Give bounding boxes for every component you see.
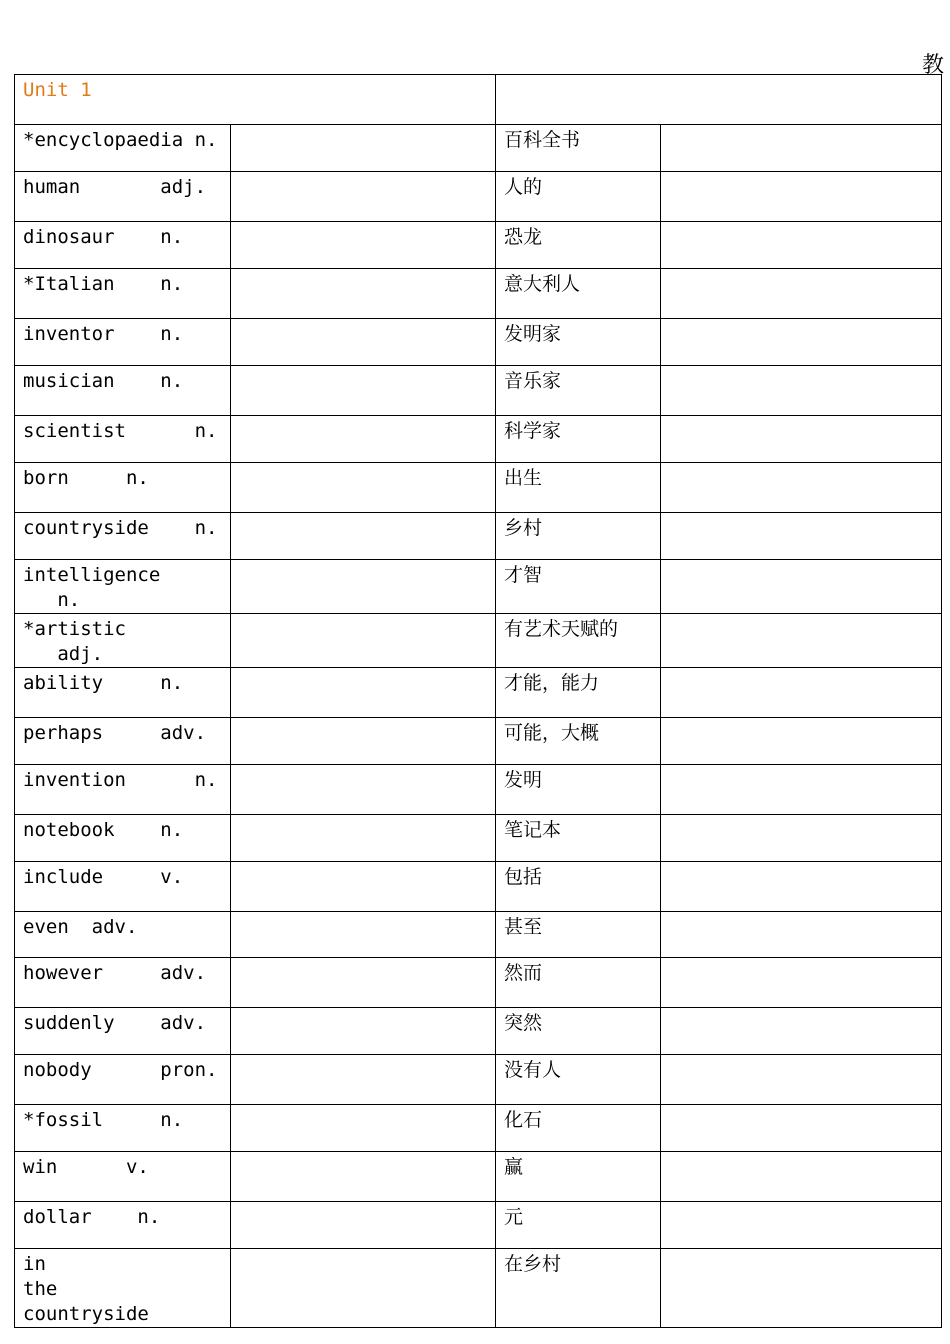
meaning-blank-cell bbox=[661, 1105, 942, 1152]
vocab-row bbox=[15, 765, 942, 815]
word-blank-cell bbox=[231, 416, 496, 463]
meaning-cell: 没有人 bbox=[496, 1055, 661, 1105]
meaning-cell: 发明 bbox=[496, 765, 661, 815]
meaning-blank-cell bbox=[661, 668, 942, 718]
word-blank-cell bbox=[231, 1008, 496, 1055]
vocab-row bbox=[15, 319, 942, 366]
meaning-cell: 才能，能力 bbox=[496, 668, 661, 718]
vocabulary-table-body bbox=[15, 75, 942, 1328]
word-cell: *Italian n. bbox=[15, 269, 231, 319]
word-cell: countryside n. bbox=[15, 513, 231, 560]
meaning-blank-cell bbox=[661, 958, 942, 1008]
unit-header-row bbox=[15, 75, 942, 125]
vocab-row bbox=[15, 125, 942, 172]
word-cell: notebook n. bbox=[15, 815, 231, 862]
word-cell: musician n. bbox=[15, 366, 231, 416]
word-cell: dollar n. bbox=[15, 1202, 231, 1249]
unit-title: Unit 1 bbox=[23, 79, 92, 101]
meaning-blank-cell bbox=[661, 222, 942, 269]
word-blank-cell bbox=[231, 718, 496, 765]
meaning-cell: 然而 bbox=[496, 958, 661, 1008]
vocab-row bbox=[15, 560, 942, 614]
meaning-blank-cell bbox=[661, 560, 942, 614]
vocab-row bbox=[15, 463, 942, 513]
word-blank-cell bbox=[231, 1202, 496, 1249]
meaning-cell: 发明家 bbox=[496, 319, 661, 366]
word-blank-cell bbox=[231, 125, 496, 172]
word-cell: inventor n. bbox=[15, 319, 231, 366]
word-cell: however adv. bbox=[15, 958, 231, 1008]
vocab-row bbox=[15, 668, 942, 718]
vocab-row bbox=[15, 1249, 942, 1328]
word-cell: ability n. bbox=[15, 668, 231, 718]
meaning-blank-cell bbox=[661, 1055, 942, 1105]
page-header-text: 教 bbox=[922, 53, 945, 78]
vocab-row bbox=[15, 1105, 942, 1152]
vocab-row bbox=[15, 513, 942, 560]
meaning-cell: 有艺术天赋的 bbox=[496, 614, 661, 668]
meaning-blank-cell bbox=[661, 862, 942, 912]
word-blank-cell bbox=[231, 269, 496, 319]
meaning-cell: 人的 bbox=[496, 172, 661, 222]
word-blank-cell bbox=[231, 172, 496, 222]
vocab-row bbox=[15, 1202, 942, 1249]
word-blank-cell bbox=[231, 560, 496, 614]
meaning-cell: 突然 bbox=[496, 1008, 661, 1055]
word-cell: perhaps adv. bbox=[15, 718, 231, 765]
vocab-row bbox=[15, 1008, 942, 1055]
word-cell: in the countryside bbox=[15, 1249, 231, 1328]
word-cell: human adj. bbox=[15, 172, 231, 222]
word-cell: scientist n. bbox=[15, 416, 231, 463]
word-cell: nobody pron. bbox=[15, 1055, 231, 1105]
meaning-blank-cell bbox=[661, 416, 942, 463]
meaning-blank-cell bbox=[661, 269, 942, 319]
meaning-cell: 百科全书 bbox=[496, 125, 661, 172]
vocab-row bbox=[15, 862, 942, 912]
word-cell: suddenly adv. bbox=[15, 1008, 231, 1055]
meaning-cell: 赢 bbox=[496, 1152, 661, 1202]
word-cell: invention n. bbox=[15, 765, 231, 815]
meaning-blank-cell bbox=[661, 1202, 942, 1249]
word-cell: win v. bbox=[15, 1152, 231, 1202]
meaning-blank-cell bbox=[661, 1152, 942, 1202]
vocab-row bbox=[15, 614, 942, 668]
word-blank-cell bbox=[231, 958, 496, 1008]
vocab-row bbox=[15, 912, 942, 958]
meaning-cell: 乡村 bbox=[496, 513, 661, 560]
meaning-cell: 元 bbox=[496, 1202, 661, 1249]
vocab-row bbox=[15, 958, 942, 1008]
word-blank-cell bbox=[231, 222, 496, 269]
word-cell: *artistic adj. bbox=[15, 614, 231, 668]
word-cell: include v. bbox=[15, 862, 231, 912]
vocab-row bbox=[15, 1152, 942, 1202]
meaning-cell: 化石 bbox=[496, 1105, 661, 1152]
vocab-row bbox=[15, 1055, 942, 1105]
meaning-blank-cell bbox=[661, 1249, 942, 1328]
vocab-row bbox=[15, 718, 942, 765]
vocab-row bbox=[15, 416, 942, 463]
meaning-cell: 出生 bbox=[496, 463, 661, 513]
word-cell: even adv. bbox=[15, 912, 231, 958]
word-cell: born n. bbox=[15, 463, 231, 513]
meaning-cell: 才智 bbox=[496, 560, 661, 614]
meaning-blank-cell bbox=[661, 765, 942, 815]
word-cell: dinosaur n. bbox=[15, 222, 231, 269]
meaning-blank-cell bbox=[661, 815, 942, 862]
meaning-blank-cell bbox=[661, 614, 942, 668]
word-blank-cell bbox=[231, 1105, 496, 1152]
word-blank-cell bbox=[231, 463, 496, 513]
word-blank-cell bbox=[231, 1152, 496, 1202]
meaning-cell: 在乡村 bbox=[496, 1249, 661, 1328]
meaning-cell: 意大利人 bbox=[496, 269, 661, 319]
word-blank-cell bbox=[231, 614, 496, 668]
vocabulary-table bbox=[14, 74, 942, 1328]
unit-title-cell bbox=[15, 75, 496, 125]
meaning-blank-cell bbox=[661, 1008, 942, 1055]
word-blank-cell bbox=[231, 912, 496, 958]
word-blank-cell bbox=[231, 1249, 496, 1328]
meaning-cell: 可能，大概 bbox=[496, 718, 661, 765]
word-cell: *fossil n. bbox=[15, 1105, 231, 1152]
meaning-blank-cell bbox=[661, 125, 942, 172]
word-blank-cell bbox=[231, 862, 496, 912]
word-blank-cell bbox=[231, 668, 496, 718]
meaning-blank-cell bbox=[661, 912, 942, 958]
vocab-row bbox=[15, 222, 942, 269]
meaning-blank-cell bbox=[661, 319, 942, 366]
word-cell: intelligence n. bbox=[15, 560, 231, 614]
meaning-cell: 包括 bbox=[496, 862, 661, 912]
vocab-row bbox=[15, 172, 942, 222]
vocab-row bbox=[15, 366, 942, 416]
vocab-row bbox=[15, 815, 942, 862]
meaning-cell: 恐龙 bbox=[496, 222, 661, 269]
meaning-blank-cell bbox=[661, 366, 942, 416]
meaning-blank-cell bbox=[661, 463, 942, 513]
word-blank-cell bbox=[231, 366, 496, 416]
meaning-cell: 甚至 bbox=[496, 912, 661, 958]
meaning-blank-cell bbox=[661, 172, 942, 222]
word-cell: *encyclopaedia n. bbox=[15, 125, 231, 172]
word-blank-cell bbox=[231, 1055, 496, 1105]
word-blank-cell bbox=[231, 319, 496, 366]
meaning-blank-cell bbox=[661, 513, 942, 560]
word-blank-cell bbox=[231, 765, 496, 815]
vocab-row bbox=[15, 269, 942, 319]
unit-header-empty-cell bbox=[496, 75, 942, 125]
meaning-cell: 科学家 bbox=[496, 416, 661, 463]
word-blank-cell bbox=[231, 815, 496, 862]
meaning-cell: 笔记本 bbox=[496, 815, 661, 862]
meaning-cell: 音乐家 bbox=[496, 366, 661, 416]
word-blank-cell bbox=[231, 513, 496, 560]
meaning-blank-cell bbox=[661, 718, 942, 765]
